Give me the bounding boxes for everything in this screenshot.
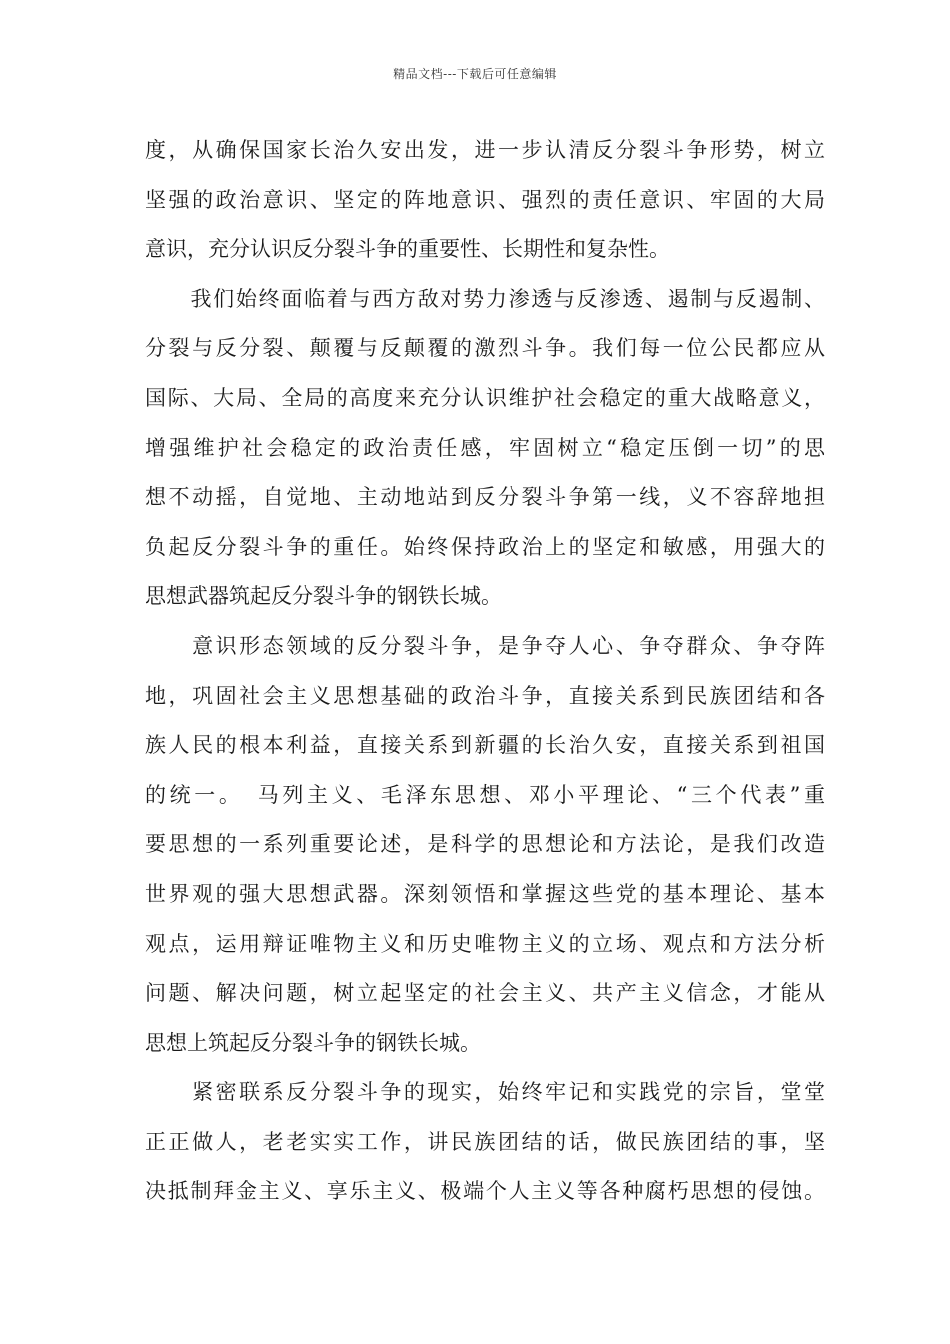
text-line: 要思想的一系列重要论述，是科学的思想论和方法论，是我们改造: [145, 832, 825, 857]
text-line: 正正做人，老老实实工作，讲民族团结的话，做民族团结的事，坚: [145, 1129, 825, 1154]
document-body: [145, 126, 825, 1217]
text-line: 分裂与反分裂、颠覆与反颠覆的激烈斗争。我们每一位公民都应从: [145, 336, 825, 361]
text-line: 我们始终面临着与西方敌对势力渗透与反渗透、遏制与反遏制、: [145, 286, 825, 311]
text-line: 想不动摇，自觉地、主动地站到反分裂斗争第一线，义不容辞地担: [145, 485, 825, 510]
text-line: 世界观的强大思想武器。深刻领悟和掌握这些党的基本理论、基本: [145, 881, 825, 906]
text-line: 思想上筑起反分裂斗争的钢铁长城。: [145, 1030, 481, 1055]
text-line: 坚强的政治意识、坚定的阵地意识、强烈的责任意识、牢固的大局: [145, 187, 825, 212]
text-line: 增强维护社会稳定的政治责任感，牢固树立“稳定压倒一切”的思: [145, 435, 825, 460]
text-line: 问题、解决问题，树立起坚定的社会主义、共产主义信念，才能从: [145, 981, 825, 1006]
paragraph-4: [145, 1068, 825, 1217]
paragraph-1: [145, 126, 825, 275]
text-line: 思想武器筑起反分裂斗争的钢铁长城。: [145, 584, 502, 609]
text-line: 国际、大局、全局的高度来充分认识维护社会稳定的重大战略意义，: [145, 385, 825, 410]
paragraph-2: [145, 275, 825, 622]
paragraph-3: [145, 622, 825, 1068]
text-line: 族人民的根本利益，直接关系到新疆的长治久安，直接关系到祖国: [145, 733, 825, 758]
text-line: 的统一。 马列主义、毛泽东思想、邓小平理论、“三个代表”重: [145, 782, 825, 807]
text-line: 观点，运用辩证唯物主义和历史唯物主义的立场、观点和方法分析: [145, 931, 825, 956]
text-line: 意识形态领域的反分裂斗争，是争夺人心、争夺群众、争夺阵: [145, 633, 825, 658]
text-line: 地，巩固社会主义思想基础的政治斗争，直接关系到民族团结和各: [145, 683, 825, 708]
text-line: 决抵制拜金主义、享乐主义、极端个人主义等各种腐朽思想的侵蚀。: [145, 1179, 825, 1204]
page-header: 精品文档---下载后可任意编辑: [393, 67, 557, 81]
text-line: 紧密联系反分裂斗争的现实，始终牢记和实践党的宗旨，堂堂: [145, 1080, 825, 1105]
text-line: 度，从确保国家长治久安出发，进一步认清反分裂斗争形势，树立: [145, 138, 825, 162]
text-line: 意识，充分认识反分裂斗争的重要性、长期性和复杂性。: [145, 237, 670, 262]
text-line: 负起反分裂斗争的重任。始终保持政治上的坚定和敏感，用强大的: [145, 534, 825, 559]
